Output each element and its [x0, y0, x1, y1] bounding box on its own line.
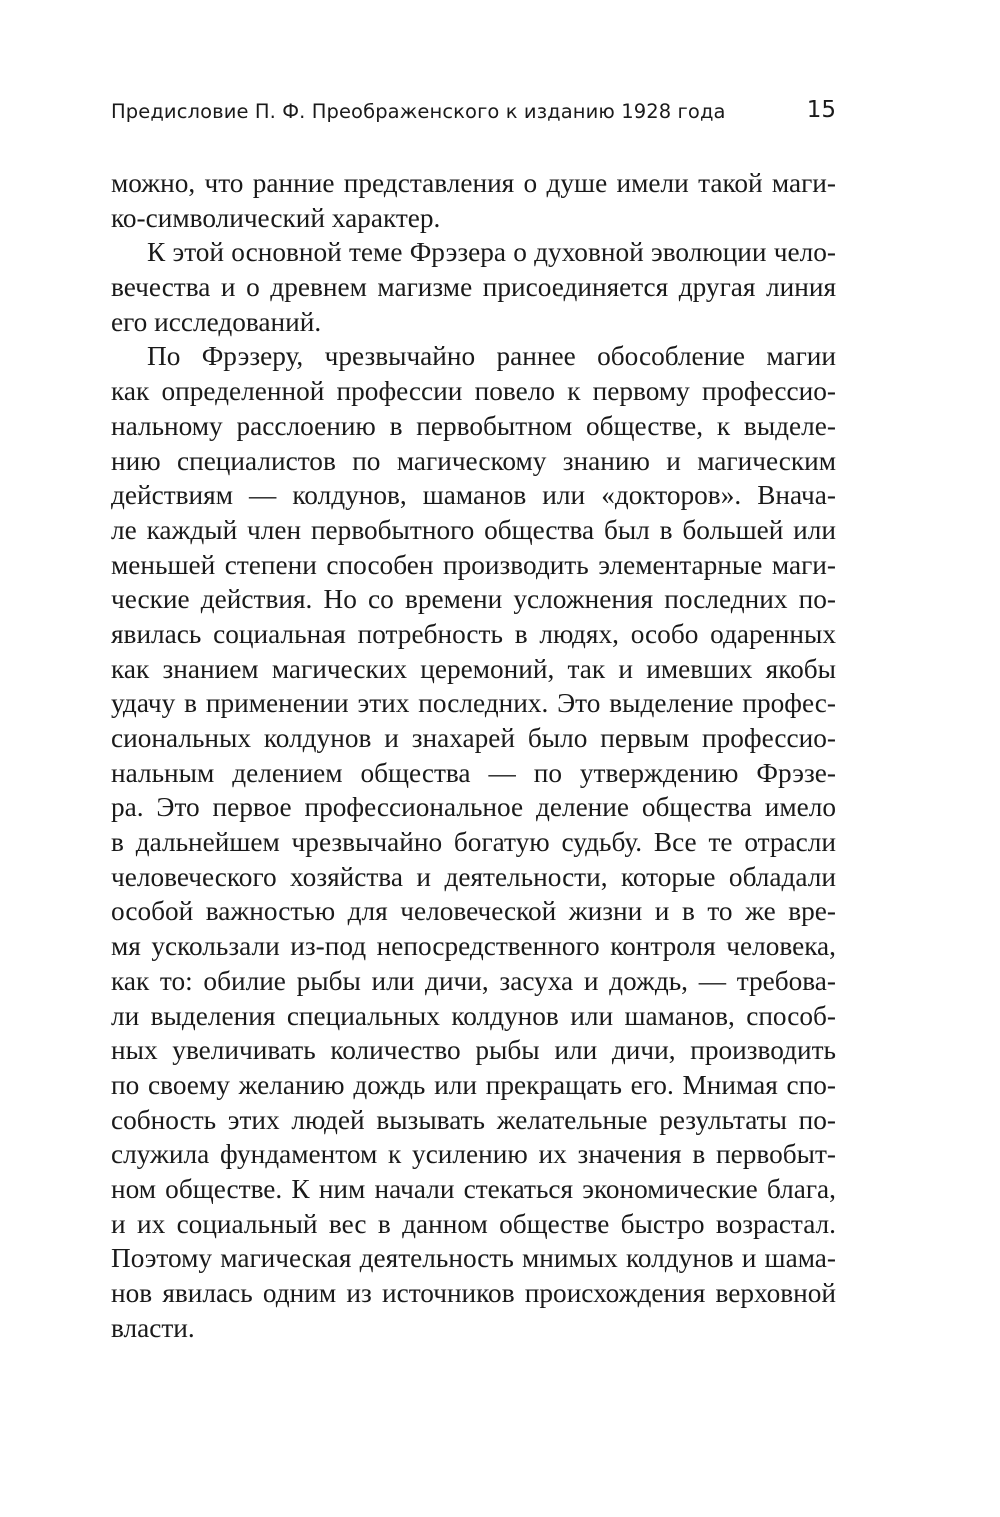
text-line: по своему желанию дождь или прекращать его. Мнимая спо- — [111, 1069, 836, 1100]
text-line: Поэтому магическая деятельность мнимых колдунов и шама- — [111, 1243, 836, 1274]
text-line: ра. Это первое профессиональное деление общества имело — [111, 792, 836, 823]
paragraph-1 — [111, 166, 836, 235]
text-line: в дальнейшем чрезвычайно богатую судьбу. Все те отрасли — [111, 827, 836, 858]
text-line: как определенной профессии повело к первому профессио- — [111, 376, 836, 407]
text-line: собность этих людей вызывать желательные результаты по- — [111, 1104, 836, 1135]
text-line: вечества и о древнем магизме присоединяется другая линия — [111, 272, 836, 303]
text-line: ческие действия. Но со времени усложнения последних по- — [111, 584, 836, 615]
running-title: Предисловие П. Ф. Преображенского к изданию 1928 года — [111, 100, 726, 123]
text-line: человеческого хозяйства и деятельности, которые обладали — [111, 861, 836, 892]
text-line: меньшей степени способен производить элементарные маги- — [111, 549, 836, 580]
text-line: ли выделения специальных колдунов или шаманов, способ- — [111, 1000, 836, 1031]
text-line: ном обществе. К ним начали стекаться экономические блага, — [111, 1173, 836, 1204]
text-line: действиям — колдунов, шаманов или «докторов». Внача- — [111, 480, 836, 511]
text-line: По Фрэзеру, чрезвычайно раннее обособление магии — [147, 341, 836, 372]
text-line: сиональных колдунов и знахарей было первым профессио- — [111, 723, 836, 753]
page-number: 15 — [806, 97, 836, 123]
text-line: нальному расслоению в первобытном обществе, к выделе- — [111, 410, 836, 441]
text-line: К этой основной теме Фрэзера о духовной эволюции чело- — [147, 237, 836, 268]
running-header — [111, 97, 836, 129]
text-line: мя ускользали из-под непосредственного контроля человека, — [111, 931, 836, 962]
text-line: власти. — [111, 1312, 195, 1343]
paragraph-2 — [111, 235, 836, 339]
text-line: особой важностью для человеческой жизни и в то же вре- — [111, 896, 836, 927]
text-line: как знанием магических церемоний, так и имевших якобы — [111, 653, 836, 684]
text-line: как то: обилие рыбы или дичи, засуха и дождь, — требова- — [111, 965, 836, 996]
text-line: нию специалистов по магическому знанию и магическим — [111, 445, 836, 476]
paragraph-3 — [111, 339, 836, 1345]
text-line: удачу в применении этих последних. Это выделение профес- — [111, 688, 836, 719]
text-line: нальным делением общества — по утверждению Фрэзе- — [111, 757, 836, 788]
text-line: ко-символический характер. — [111, 202, 441, 233]
text-line: и их социальный вес в данном обществе быстро возрастал. — [111, 1208, 836, 1239]
text-line: его исследований. — [111, 306, 322, 337]
text-line: явилась социальная потребность в людях, особо одаренных — [111, 618, 836, 649]
text-line: ных увеличивать количество рыбы или дичи, производить — [111, 1035, 836, 1066]
text-line: служила фундаментом к усилению их значения в первобыт- — [111, 1139, 836, 1170]
text-line: нов явилась одним из источников происхождения верховной — [111, 1278, 836, 1308]
text-line: можно, что ранние представления о душе имели такой маги- — [111, 168, 836, 198]
text-line: ле каждый член первобытного общества был в большей или — [111, 514, 836, 545]
body-text — [111, 166, 836, 1345]
